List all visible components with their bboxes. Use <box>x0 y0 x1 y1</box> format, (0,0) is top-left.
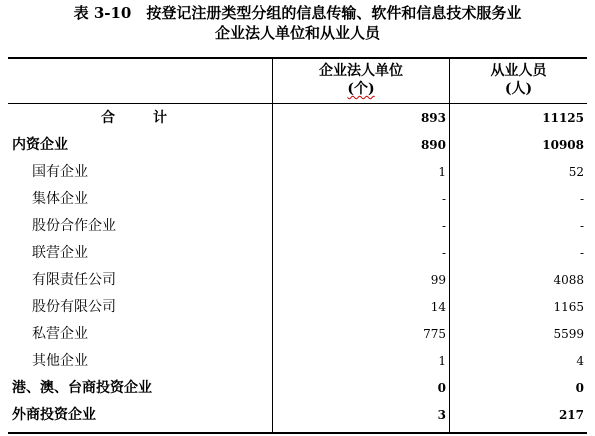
row-label: 股份合作企业 <box>32 218 116 234</box>
row-label: 股份有限公司 <box>32 299 116 315</box>
row-label: 合 计 <box>101 110 179 126</box>
cell-units: 0 <box>437 381 446 395</box>
cell-units: 1 <box>438 354 446 368</box>
row-label: 有限责任公司 <box>32 272 116 288</box>
table-top-rule <box>8 57 587 59</box>
cell-employees: 52 <box>568 165 584 179</box>
row-label: 联营企业 <box>32 245 88 261</box>
table-title-line-2: 企业法人单位和从业人员 <box>214 24 380 42</box>
cell-employees: - <box>579 219 584 233</box>
cell-employees: 11125 <box>542 111 584 125</box>
row-label: 港、澳、台商投资企业 <box>12 380 152 396</box>
cell-units: 775 <box>423 327 446 341</box>
cell-units: 14 <box>430 300 446 314</box>
cell-units: 99 <box>430 273 446 287</box>
cell-employees: 0 <box>575 381 584 395</box>
table-bottom-rule <box>8 432 587 434</box>
cell-units: - <box>441 246 446 260</box>
table-row <box>8 267 587 294</box>
row-label: 国有企业 <box>32 164 88 180</box>
table-row <box>8 240 587 267</box>
table-row <box>8 321 587 348</box>
cell-employees: 1165 <box>553 300 584 314</box>
row-label: 外商投资企业 <box>12 407 96 423</box>
table-row <box>8 105 587 132</box>
column-header-units-name: 企业法人单位 <box>319 63 403 79</box>
table-row <box>8 159 587 186</box>
cell-units: 3 <box>437 408 446 422</box>
cell-employees: 4 <box>576 354 584 368</box>
column-header-units <box>273 62 449 98</box>
row-label: 集体企业 <box>32 191 88 207</box>
table-row <box>8 186 587 213</box>
header-bottom-rule <box>8 103 587 104</box>
table-row <box>8 132 587 159</box>
cell-units: 893 <box>420 111 446 125</box>
table-row <box>8 375 587 402</box>
cell-units: - <box>441 219 446 233</box>
cell-employees: 217 <box>558 408 584 422</box>
table-row <box>8 402 587 429</box>
column-header-employees <box>450 62 587 98</box>
table-row <box>8 294 587 321</box>
table-row <box>8 348 587 375</box>
cell-employees: - <box>579 192 584 206</box>
row-label: 私营企业 <box>32 326 88 342</box>
cell-units: 1 <box>438 165 446 179</box>
row-label: 内资企业 <box>12 137 68 153</box>
table-title-line-1: 表 3-10 按登记注册类型分组的信息传输、软件和信息技术服务业 <box>73 4 522 22</box>
column-header-employees-unit: (人) <box>504 81 533 97</box>
cell-employees: 5599 <box>553 327 584 341</box>
column-header-employees-name: 从业人员 <box>490 63 547 79</box>
cell-units: - <box>441 192 446 206</box>
row-label: 其他企业 <box>32 353 88 369</box>
cell-units: 890 <box>420 138 446 152</box>
cell-employees: 4088 <box>553 273 584 287</box>
cell-employees: 10908 <box>542 138 584 152</box>
column-header-units-unit: (个) <box>347 81 375 97</box>
table-row <box>8 213 587 240</box>
cell-employees: - <box>579 246 584 260</box>
